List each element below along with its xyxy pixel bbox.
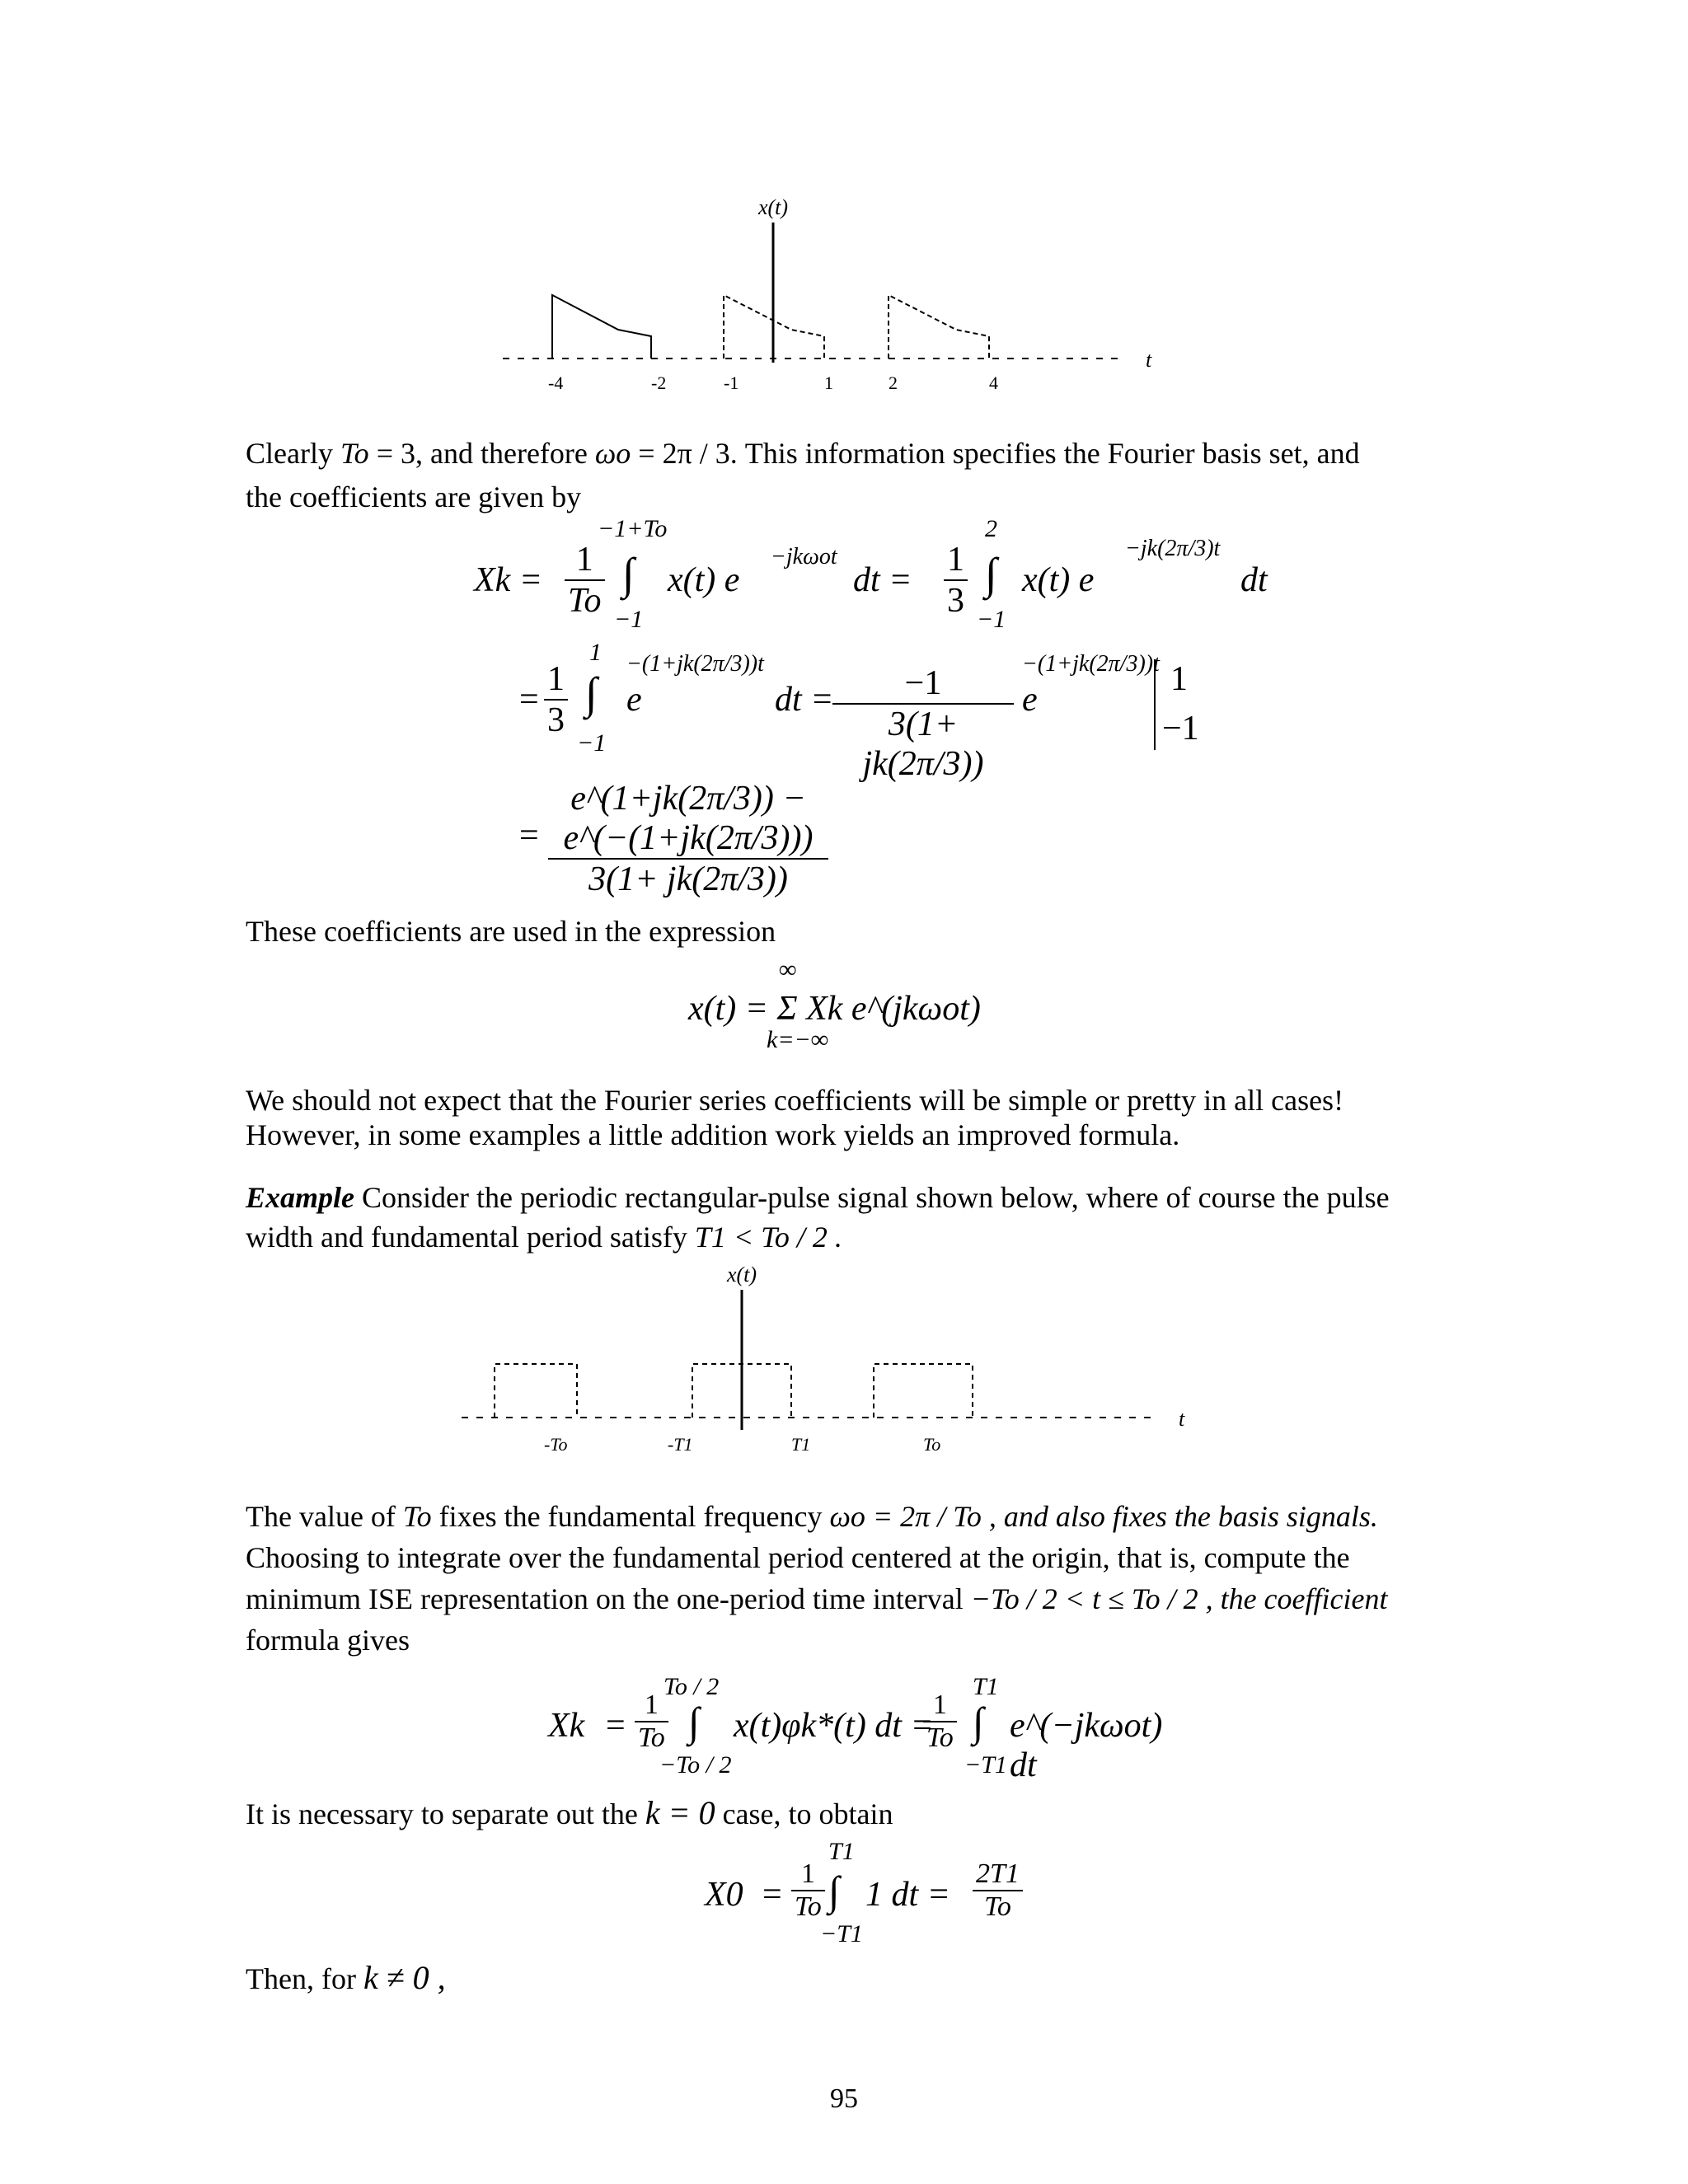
paragraph-3: These coefficients are used in the expression (246, 915, 776, 948)
paragraph-5: However, in some examples a little addition work yields an improved formula. (246, 1118, 1180, 1151)
pulse-1 (495, 1364, 577, 1418)
figure-1-tick-6: 4 (989, 373, 998, 393)
paragraph-7: width and fundamental period satisfy T1 < To / 2 . (246, 1221, 842, 1254)
figure-1-tick-2: -2 (651, 373, 667, 393)
figure-2-tick-4: To (923, 1434, 941, 1455)
figure-1-tick-5: 2 (889, 373, 898, 393)
figure-1-signal-plot (462, 198, 1170, 396)
equation-4: ∞ x(t) = Σ Xk e^(jkωot) k=−∞ (688, 956, 981, 1053)
paragraph-11: formula gives (246, 1624, 410, 1657)
figure-1-xlabel: t (1146, 348, 1152, 372)
equation-2: = $\frac{1}{3}$ 1 ∫ −1 e −(1+jk(2π/3))t dt = $\frac{-1}{3(1+ jk(2\pi/3))}$ e −(1+jk(2π/3))t 1 −1 (519, 639, 1199, 783)
example-paragraph: Example Consider the periodic rectangular-pulse signal shown below, where of course the pulse (246, 1181, 1390, 1214)
equation-5: Xk = $\frac{1}{To}$ To / 2 ∫ −To / 2 x(t)φk*(t) dt = $\frac{1}{To}$ T1 ∫ −T1 e^(−jkωot) dt (548, 1673, 1163, 1784)
equation-3: = $\frac{e\^{}(1+jk(2\pi/3)) - e\^{}(-(1+jk(2\pi/3)))}{3(1+ jk(2\pi/3))}$ (519, 779, 849, 894)
page-number: 95 (830, 2083, 858, 2114)
example-label: Example (246, 1181, 354, 1214)
paragraph-10: minimum ISE representation on the one-period time interval −To / 2 < t ≤ To / 2 , the coefficient (246, 1582, 1388, 1615)
figure-2-xlabel: t (1179, 1407, 1185, 1431)
figure-1-tick-1: -4 (548, 373, 564, 393)
figure-1-tick-4: 1 (824, 373, 833, 393)
figure-2-ylabel: x(t) (726, 1265, 757, 1286)
pulse-3 (874, 1364, 973, 1418)
paragraph-9: Choosing to integrate over the fundamental period centered at the origin, that is, compute the (246, 1541, 1350, 1574)
paragraph-8: The value of To fixes the fundamental frequency ωo = 2π / To , and also fixes the basis signals. (246, 1500, 1378, 1533)
equation-6: X0 = $\frac{1}{To}$ T1 ∫ −T1 1 dt = $\frac{2T1}{To}$ (705, 1838, 1034, 1945)
pulse-3 (889, 295, 989, 359)
paragraph-1: Clearly To = 3, and therefore ωo = 2π / 3. This information specifies the Fourier basis set, and (246, 437, 1360, 470)
figure-2-signal-plot (445, 1265, 1203, 1463)
paragraph-2: the coefficients are given by (246, 480, 582, 513)
figure-2-tick-1: -To (544, 1434, 568, 1455)
paragraph-4: We should not expect that the Fourier series coefficients will be simple or pretty in all cases! (246, 1084, 1344, 1117)
figure-1-ylabel: x(t) (757, 198, 789, 219)
pulse-1 (552, 295, 651, 359)
figure-1-tick-3: -1 (724, 373, 739, 393)
figure-2-tick-2: -T1 (668, 1434, 693, 1455)
figure-2-tick-3: T1 (791, 1434, 811, 1455)
paragraph-13: Then, for k ≠ 0 , (246, 1959, 446, 1996)
equation-1: Xk = $\frac{1}{To}$ −1+To ∫ −1 x(t) e −jkωot dt = $\frac{1}{3}$ 2 ∫ −1 x(t) e −jk(2π/3)t dt (474, 515, 1268, 633)
paragraph-12: It is necessary to separate out the k = 0 case, to obtain (246, 1794, 893, 1831)
